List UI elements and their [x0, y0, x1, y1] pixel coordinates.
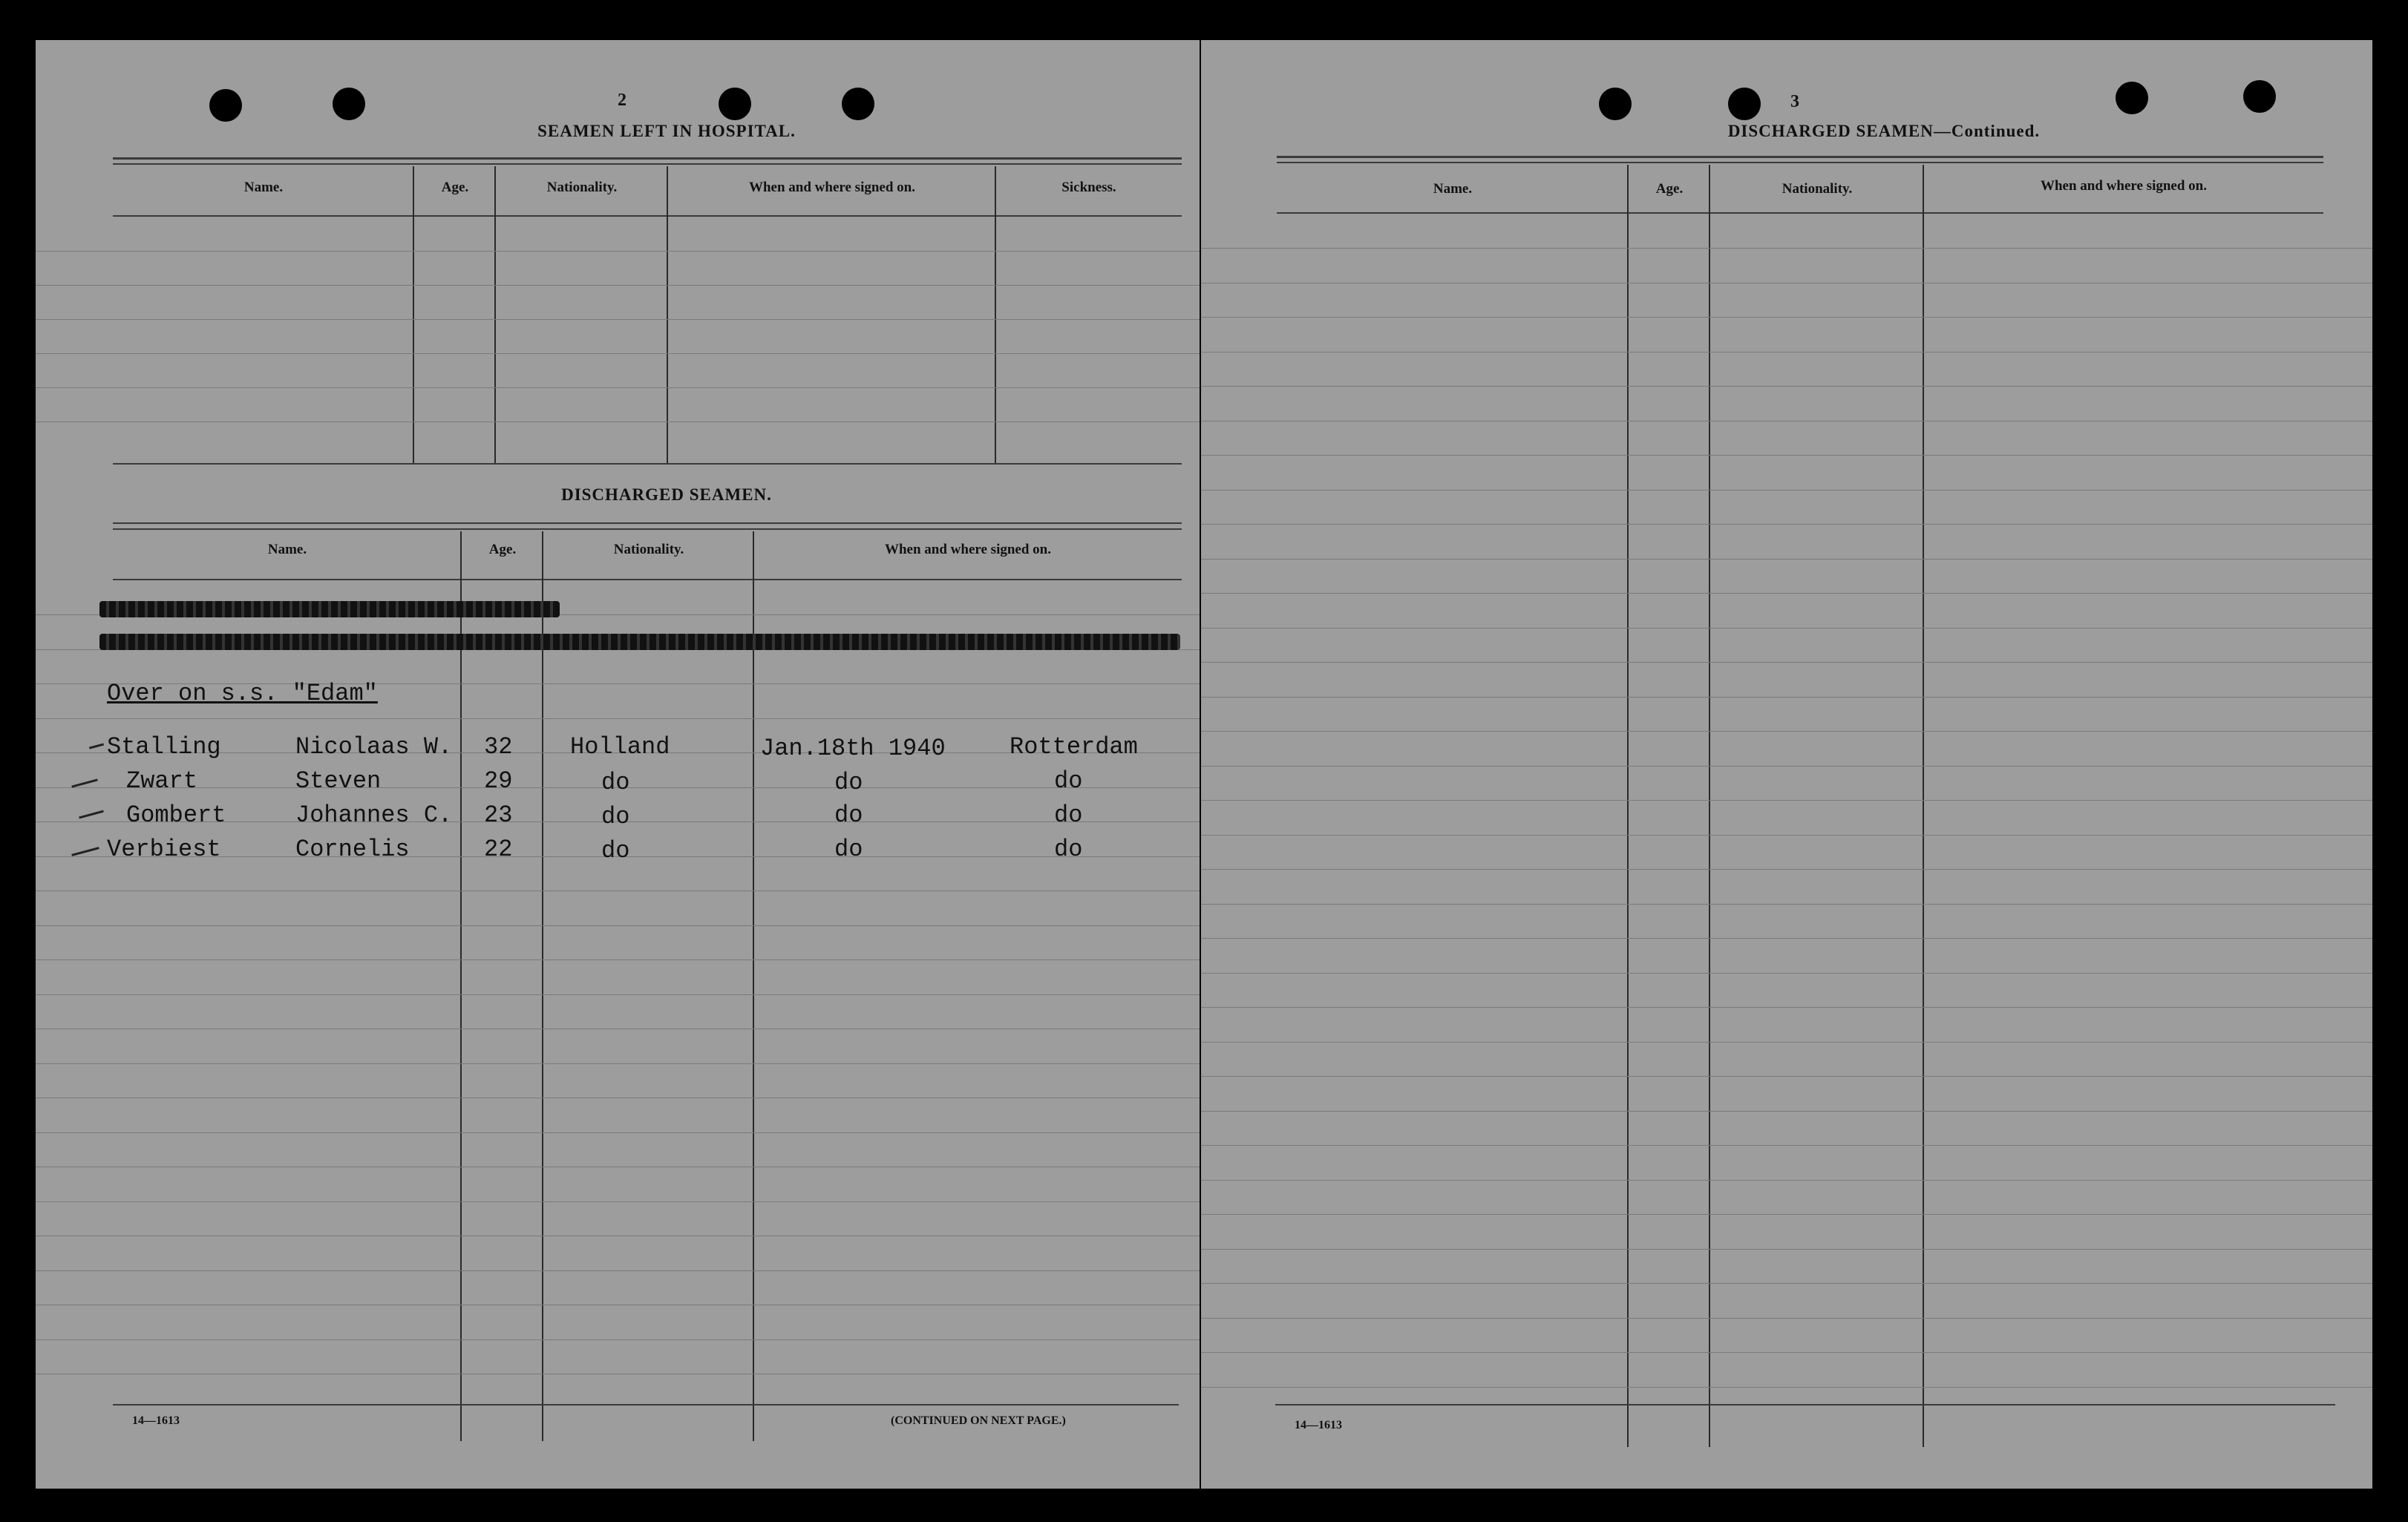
punch-hole [209, 89, 242, 122]
ruled-line [1201, 1352, 2372, 1353]
hospital-section-title: SEAMEN LEFT IN HOSPITAL. [537, 122, 796, 140]
column-divider [995, 166, 996, 463]
column-divider [1627, 165, 1629, 1447]
ruled-line [36, 890, 1200, 891]
punch-hole [333, 88, 365, 120]
ruled-line [1201, 869, 2372, 870]
check-mark [79, 810, 104, 819]
continued-header-age: Age. [1655, 181, 1684, 197]
seaman-age: 29 [484, 767, 513, 795]
seaman-age: 23 [484, 801, 513, 829]
ruled-line [1201, 1042, 2372, 1043]
continued-note: (CONTINUED ON NEXT PAGE.) [891, 1414, 1066, 1427]
seaman-given-name: Nicolaas W. [295, 733, 453, 761]
ruled-line [36, 1201, 1200, 1202]
ruled-line [1201, 800, 2372, 801]
hospital-header-nationality: Nationality. [546, 180, 618, 195]
seaman-signed-date: do [834, 801, 863, 829]
seaman-surname: Zwart [126, 767, 198, 795]
hospital-header-signed-on: When and where signed on. [748, 180, 915, 195]
continued-header-nationality: Nationality. [1782, 181, 1853, 197]
seaman-signed-place: do [1054, 836, 1083, 863]
ruled-line [36, 251, 1200, 252]
ruled-line [1201, 559, 2372, 560]
ruled-line [36, 285, 1200, 286]
ruled-line [1201, 835, 2372, 836]
ruled-line [36, 925, 1200, 926]
ruled-line [36, 421, 1200, 422]
table-border [113, 579, 1182, 580]
seaman-surname: Gombert [126, 801, 226, 829]
discharged-header-nationality: Nationality. [613, 542, 684, 557]
ruled-line [36, 1132, 1200, 1133]
seaman-signed-place: Rotterdam [1010, 733, 1138, 761]
ruled-line [1201, 697, 2372, 698]
seaman-given-name: Johannes C. [295, 801, 453, 829]
page-number: 3 [1790, 92, 1799, 111]
ruled-line [1201, 455, 2372, 456]
table-border [1277, 156, 2323, 158]
ruled-line [1201, 938, 2372, 939]
ruled-line [1201, 593, 2372, 594]
struck-out-entry [99, 601, 560, 617]
check-mark [89, 743, 104, 749]
punch-hole [1599, 88, 1632, 120]
seaman-nationality: Holland [570, 733, 670, 761]
table-border [113, 522, 1182, 524]
ruled-line [1201, 1283, 2372, 1284]
table-border [113, 215, 1182, 217]
discharged-header-name: Name. [267, 542, 307, 557]
ruled-line [1201, 1318, 2372, 1319]
punch-hole [1728, 88, 1761, 120]
ruled-line [1201, 248, 2372, 249]
left-page [36, 40, 1200, 1489]
continued-header-name: Name. [1433, 181, 1473, 197]
punch-hole [2243, 80, 2276, 113]
table-border [113, 157, 1182, 160]
ruled-line [36, 319, 1200, 320]
punch-hole [719, 88, 751, 120]
column-divider [413, 166, 414, 463]
discharged-section-title: DISCHARGED SEAMEN. [561, 485, 772, 504]
column-divider [1923, 165, 1924, 1447]
punch-hole [842, 88, 874, 120]
seaman-age: 32 [484, 733, 513, 761]
ruled-line [1201, 386, 2372, 387]
ruled-line [1201, 731, 2372, 732]
page-number: 2 [618, 91, 626, 110]
seaman-nationality: do [601, 803, 630, 830]
seaman-surname: Stalling [107, 733, 221, 761]
ruled-line [36, 1063, 1200, 1064]
table-border [1277, 212, 2323, 214]
ruled-line [1201, 524, 2372, 525]
seaman-age: 22 [484, 836, 513, 863]
ruled-line [1201, 1145, 2372, 1146]
ruled-line [1201, 1387, 2372, 1388]
seaman-nationality: do [601, 769, 630, 796]
ruled-line [1201, 1076, 2372, 1077]
discharged-header-signed-on: When and where signed on. [884, 542, 1051, 557]
ruled-line [36, 1339, 1200, 1340]
ruled-line [1201, 317, 2372, 318]
transfer-note: Over on s.s. "Edam" [107, 680, 378, 707]
ruled-line [1201, 1111, 2372, 1112]
table-border [1275, 1404, 2335, 1405]
hospital-header-age: Age. [441, 180, 469, 195]
ruled-line [1201, 973, 2372, 974]
ruled-line [36, 994, 1200, 995]
seaman-signed-date: Jan.18th 1940 [760, 735, 946, 762]
table-border [113, 163, 1182, 165]
discharged-header-age: Age. [488, 542, 517, 557]
table-border [113, 463, 1182, 465]
struck-out-entry [99, 634, 1180, 650]
right-page [1201, 40, 2372, 1489]
seaman-signed-date: do [834, 836, 863, 863]
ruled-line [36, 1270, 1200, 1271]
ruled-line [1201, 628, 2372, 629]
form-number: 14—1613 [132, 1414, 180, 1427]
column-divider [494, 166, 496, 463]
seaman-given-name: Cornelis [295, 836, 410, 863]
ruled-line [36, 353, 1200, 354]
ruled-line [36, 718, 1200, 719]
seaman-nationality: do [601, 837, 630, 865]
ruled-line [1201, 766, 2372, 767]
seaman-signed-place: do [1054, 801, 1083, 829]
seaman-signed-date: do [834, 769, 863, 796]
seaman-surname: Verbiest [107, 836, 221, 863]
table-border [113, 528, 1182, 530]
form-number: 14—1613 [1295, 1419, 1342, 1431]
ruled-line [36, 387, 1200, 388]
ruled-line [1201, 1007, 2372, 1008]
column-divider [667, 166, 668, 463]
ruled-line [1201, 490, 2372, 491]
continued-header-signed-on: When and where signed on. [2040, 178, 2207, 194]
ruled-line [1201, 662, 2372, 663]
table-border [113, 1404, 1179, 1405]
check-mark [71, 847, 99, 856]
discharged-continued-title: DISCHARGED SEAMEN—Continued. [1727, 122, 2041, 140]
ruled-line [1201, 1180, 2372, 1181]
hospital-header-name: Name. [243, 180, 284, 195]
ruled-line [1201, 904, 2372, 905]
seaman-given-name: Steven [295, 767, 382, 795]
seaman-signed-place: do [1054, 767, 1083, 795]
column-divider [1709, 165, 1710, 1447]
ruled-line [1201, 1214, 2372, 1215]
punch-hole [2116, 82, 2148, 114]
ruled-line [1201, 1249, 2372, 1250]
hospital-header-sickness: Sickness. [1061, 180, 1116, 195]
table-border [1277, 162, 2323, 163]
